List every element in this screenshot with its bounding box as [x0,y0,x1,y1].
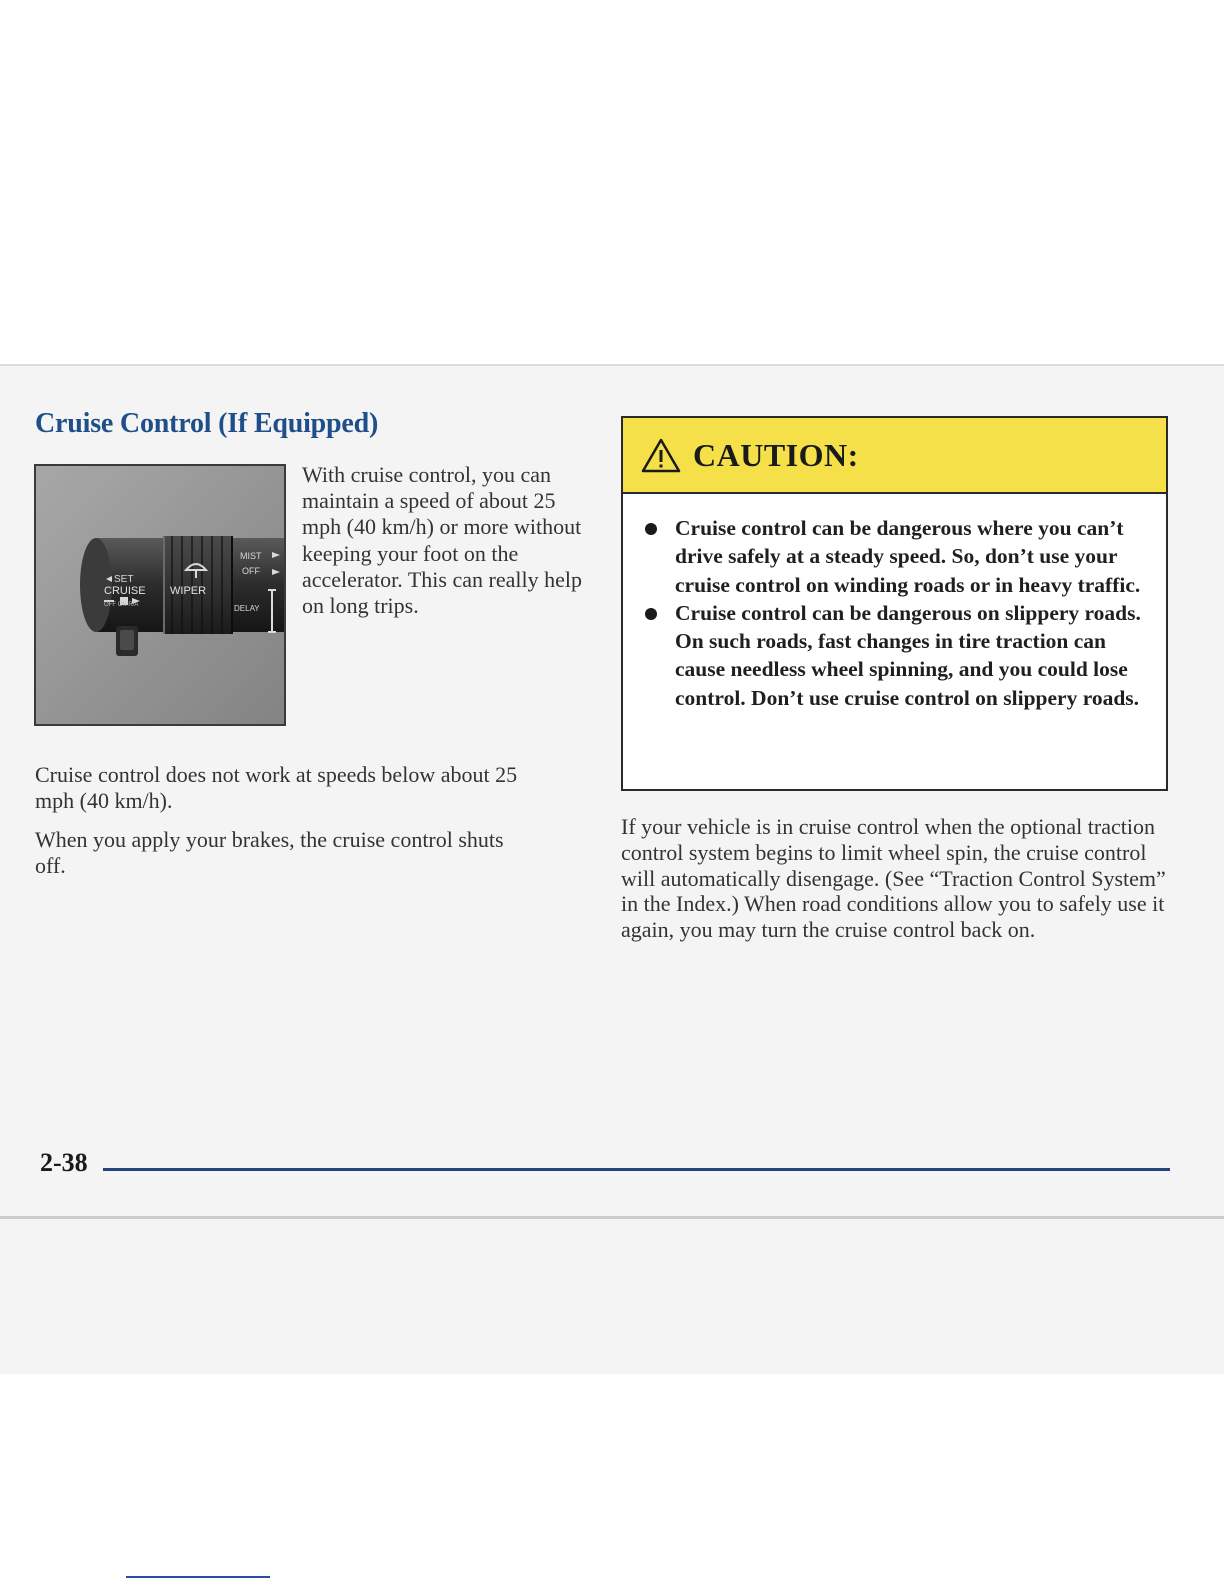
brakes-paragraph: When you apply your brakes, the cruise control shuts off. [35,827,504,878]
warning-triangle-icon [641,437,681,473]
caution-item-text: Cruise control can be dangerous on slippery roads. On such roads, fast changes in tire traction can cause needless wheel spinning, and you could lose control. Don’t use cruise control on slippery roads. [675,600,1141,710]
page-number: 2-38 [40,1148,88,1177]
bullet-icon [645,523,657,535]
label-cruise-modes: OFF ON R/A [104,602,139,608]
bottom-link-underline [126,1576,270,1578]
traction-control-paragraph: If your vehicle is in cruise control when the optional traction control system begins to limit wheel spin, the cruise control will automatically disengage. (See “Traction Control System” in the Index.) When road conditions allow you to safely use it again, you may turn the cruise control back on. [621,814,1166,943]
intro-paragraph: With cruise control, you can maintain a speed of about 25 mph (40 km/h) or more without keeping your foot on the accelerator. This can really help on long trips. [302,462,582,619]
caution-list [623,494,1166,712]
speed-limit-paragraph: Cruise control does not work at speeds below about 25 mph (40 km/h). [35,762,518,813]
caution-item-text: Cruise control can be dangerous where you can’t drive safely at a steady speed. So, don’t use your cruise control on winding roads or in heavy traffic. [675,516,1141,597]
footer-rule [103,1168,1170,1171]
label-off: OFF [242,566,260,576]
label-cruise: CRUISE [104,585,146,597]
section-title: Cruise Control (If Equipped) [35,408,379,439]
label-delay: DELAY [234,604,260,613]
page-bottom-edge [0,1216,1224,1219]
cruise-stalk-illustration [36,466,284,724]
caution-box [621,416,1168,791]
label-mist: MIST [240,551,262,561]
cruise-control-stalk-photo [34,464,286,726]
caution-item [645,599,1146,712]
caution-item [645,514,1146,599]
bullet-icon [645,608,657,620]
label-wiper: WIPER [170,585,207,597]
caution-title: CAUTION: [693,436,859,473]
caution-header [623,418,1166,494]
label-set: SET [114,574,134,585]
